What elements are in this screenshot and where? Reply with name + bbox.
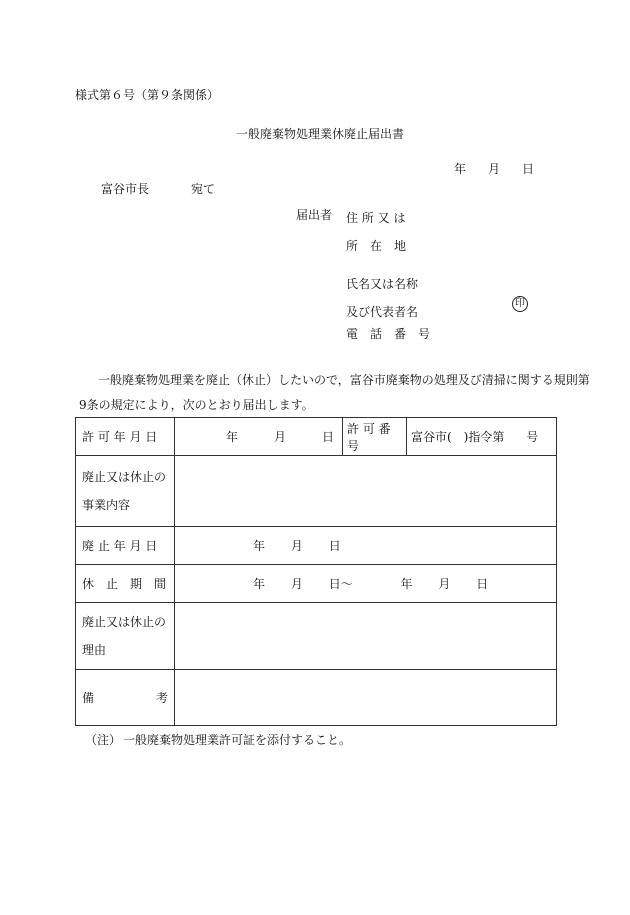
reason-label-1: 廃止又は休止の — [82, 615, 167, 629]
note-mark: （注） — [85, 733, 122, 747]
date-year: 年 — [454, 162, 467, 176]
reason-content-cell[interactable] — [175, 603, 557, 670]
address-label-2: 所 在 地 — [346, 239, 407, 253]
name-label-1: 氏名又は名称 — [346, 277, 419, 291]
table-row — [76, 565, 557, 603]
suspend-period-label: 休 止 期 間 — [82, 577, 167, 591]
abolish-date-month: 月 — [290, 539, 303, 553]
remarks-label-cell — [76, 670, 175, 726]
remarks-label-1: 備 — [82, 691, 95, 705]
permit-date-month: 月 — [273, 430, 286, 444]
business-label-1: 廃止又は休止の — [82, 470, 167, 484]
permit-no-label: 許 可 番 号 — [347, 421, 391, 453]
form-title: 一般廃棄物処理業休廃止届出書 — [236, 127, 405, 141]
permit-no-label-cell — [343, 418, 407, 456]
permit-no-suffix: 号 — [526, 430, 539, 444]
permit-date-value-cell[interactable] — [175, 418, 343, 456]
table-row — [76, 527, 557, 565]
abolish-date-value-cell[interactable] — [175, 527, 557, 565]
suspend-day-1: 日～ — [328, 577, 353, 591]
address-label-1: 住 所 又 は — [346, 211, 406, 225]
abolish-date-label-cell — [76, 527, 175, 565]
abolish-date-label: 廃 止 年 月 日 — [82, 539, 158, 553]
note-text: 一般廃棄物処理業許可証を添付すること。 — [123, 733, 352, 747]
date-day: 日 — [522, 162, 535, 176]
reason-label-2: 理由 — [82, 643, 107, 657]
table-row — [76, 670, 557, 726]
permit-no-prefix: 富谷市( )指令第 — [411, 430, 505, 444]
abolish-date-year: 年 — [253, 539, 266, 553]
table-row — [76, 603, 557, 670]
table-row — [76, 456, 557, 527]
business-label-cell — [76, 456, 175, 527]
suspend-period-value-cell[interactable] — [175, 565, 557, 603]
seal-mark: 印 — [512, 296, 528, 312]
business-label-2: 事業内容 — [82, 498, 131, 512]
suspend-day-2: 日 — [476, 577, 489, 591]
table-row — [76, 418, 557, 456]
permit-date-label: 許 可 年 月 日 — [82, 430, 158, 444]
suspend-month-1: 月 — [290, 577, 303, 591]
body-text-line1: 一般廃棄物処理業を廃止（休止）したいので，富谷市廃棄物の処理及び清掃に関する規則第 — [98, 373, 590, 387]
permit-date-label-cell — [76, 418, 175, 456]
permit-date-day: 日 — [321, 430, 334, 444]
addressee-name: 富谷市長 — [101, 182, 150, 196]
business-content-cell[interactable] — [175, 456, 557, 527]
remarks-label-2: 考 — [155, 691, 168, 705]
applicant-label: 届出者 — [296, 208, 333, 222]
form-table — [75, 417, 557, 726]
date-month: 月 — [488, 162, 501, 176]
permit-no-value-cell[interactable] — [407, 418, 557, 456]
suspend-year-2: 年 — [400, 577, 413, 591]
suspend-period-label-cell — [76, 565, 175, 603]
form-number: 様式第６号（第９条関係） — [75, 88, 220, 102]
body-text-line2: 9条の規定により，次のとおり届出します。 — [79, 398, 314, 412]
reason-label-cell — [76, 603, 175, 670]
remarks-content-cell[interactable] — [175, 670, 557, 726]
suspend-month-2: 月 — [438, 577, 451, 591]
abolish-date-day: 日 — [328, 539, 341, 553]
suspend-year-1: 年 — [253, 577, 266, 591]
phone-label: 電 話 番 号 — [346, 327, 431, 341]
name-label-2: 及び代表者名 — [346, 305, 419, 319]
permit-date-year: 年 — [225, 430, 238, 444]
addressee-suffix: 宛て — [191, 182, 216, 196]
